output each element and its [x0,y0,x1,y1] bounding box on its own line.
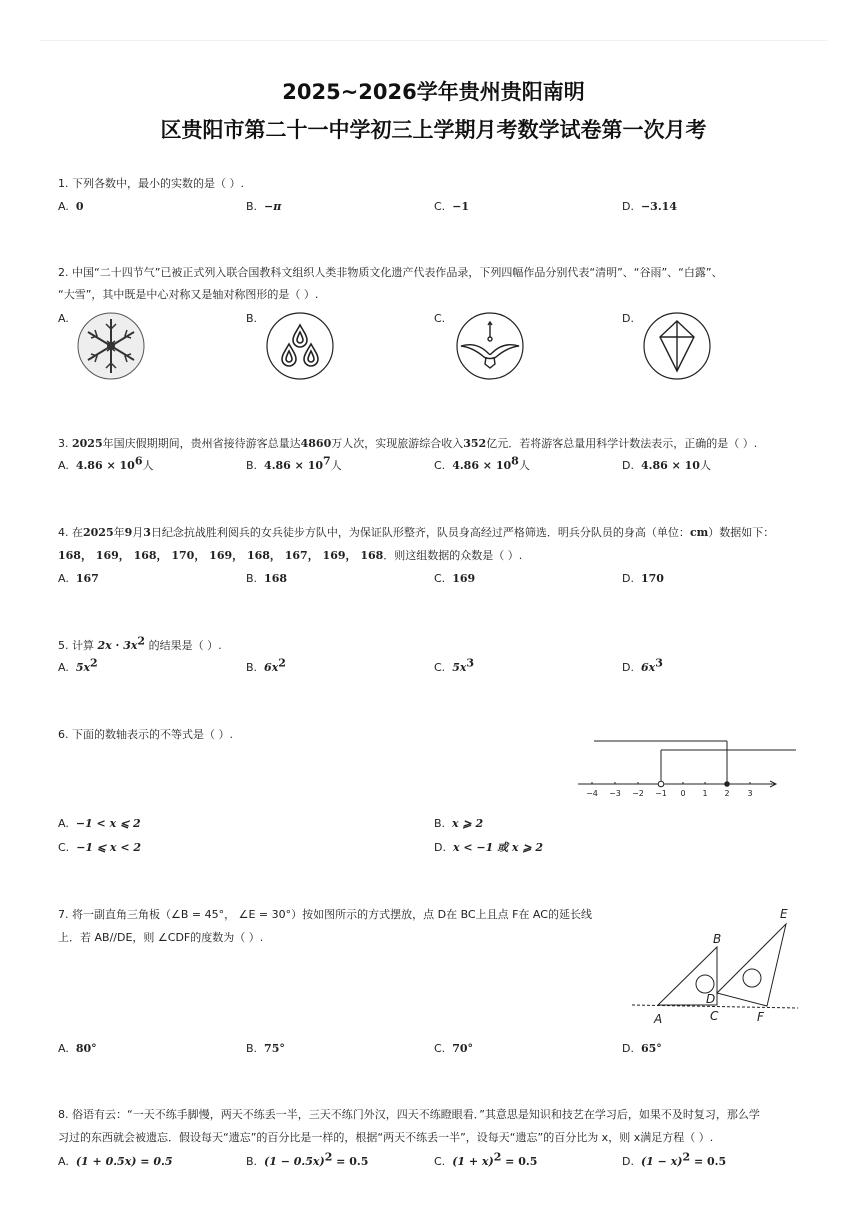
q5-stem: 5. 计算 $2x \cdot 3x^2$ 的结果是（ ）. [58,634,222,652]
q1-stem: 1. 下列各数中，最小的实数的是（ ）. [58,177,244,190]
snowflake-icon[interactable] [76,311,146,381]
q4-stem-line1: 4. 在2025年9月3日纪念抗战胜利阅兵的女兵徒步方队中，为保证队形整齐，队员身高经过严格筛选．明兵分队员的身高（单位：cm）数据如下： [58,526,775,539]
q2-stem-line1: 2. 中国“二十四节气”已被正式列入联合国教科文组织人类非物质文化遗产代表作品录，下列四幅作品分别代表“清明”、“谷雨”、“白露”、 [58,266,723,279]
q8-option-b[interactable]: B. $(1 - 0.5x)^2 = 0.5$ [246,1150,369,1168]
q7-option-b[interactable]: B. 75° [246,1042,285,1055]
q6-option-a[interactable]: A. −1 < x ⩽ 2 [58,817,141,830]
q3-option-c[interactable]: C. $4.86 \times 10^8$人 [434,454,530,472]
crane-icon[interactable] [455,311,525,381]
exam-title-line1: 2025~2026学年贵州贵阳南明 [282,80,585,104]
q4-option-a[interactable]: A. 167 [58,572,99,585]
q8-option-d[interactable]: D. $(1 - x)^2 = 0.5$ [622,1150,727,1168]
q5-option-d[interactable]: D. $6x^3$ [622,656,663,674]
q2-option-a-letter[interactable]: A. [58,312,69,325]
hole-circle-2 [743,969,761,987]
q2-option-c-letter[interactable]: C. [434,312,446,325]
q7-stem-line1: 7. 将一副直角三角板（∠B = 45°， ∠E = 30°）按如图所示的方式摆放，点 D在 BC上且点 F在 AC的延长线 [58,908,592,921]
q8-stem-line1: 8. 俗语有云：“一天不练手脚慢，两天不练丢一半，三天不练门外汉，四天不练瞪眼看．”其意思是知识和技艺在学习后，如果不及时复习，那么学 [58,1108,760,1121]
q6-option-d[interactable]: D. x < −1 或 x ⩾ 2 [434,841,544,854]
label-e: E [780,907,788,921]
q2-option-b-letter[interactable]: B. [246,312,258,325]
q4-stem-line2: 168， 169， 168， 170， 169， 168， 167， 169， 168．则这组数据的众数是（ ）. [58,549,523,562]
tick-label: −1 [655,789,667,798]
q4-option-d[interactable]: D. 170 [622,572,664,585]
page-top-divider [40,40,827,41]
tick-label: 1 [702,789,708,798]
closed-point-2 [724,781,730,787]
q6-stem: 6. 下面的数轴表示的不等式是（ ）. [58,728,233,741]
number-line-diagram [570,734,800,804]
q3-stem: 3. 2025年国庆假期期间，贵州省接待游客总量达4860万人次，实现旅游综合收入352亿元．若将游客总量用科学计数法表示，正确的是（ ）. [58,437,758,450]
label-d: D [706,992,716,1006]
q8-stem-line2: 习过的东西就会被遗忘．假设每天“遗忘”的百分比是一样的，根据“两天不练丢一半”，设每天“遗忘”的百分比为 x，则 x满足方程（ ）. [58,1131,714,1144]
q1-option-a[interactable]: A. 0 [58,200,84,213]
q8-option-c[interactable]: C. $(1 + x)^2 = 0.5$ [434,1150,538,1168]
water-drops-icon[interactable] [265,311,335,381]
q5-option-a[interactable]: A. $5x^2$ [58,656,98,674]
tick-label: −4 [586,789,598,798]
open-point-neg1 [658,781,664,787]
tick-label: 2 [724,789,730,798]
q3-option-d[interactable]: D. 4.86 × 10人 [622,459,711,472]
q2-option-d-letter[interactable]: D. [622,312,634,325]
hole-circle-1 [696,975,714,993]
q3-option-a[interactable]: A. $4.86 \times 10^6$人 [58,454,154,472]
q1-option-b[interactable]: B. −π [246,200,282,213]
q1-option-d[interactable]: D. −3.14 [622,200,677,213]
q7-option-c[interactable]: C. 70° [434,1042,473,1055]
triangles-diagram [628,902,803,1030]
q5-option-c[interactable]: C. $5x^3$ [434,656,475,674]
q6-option-c[interactable]: C. −1 ⩽ x < 2 [58,841,142,854]
tick-label: −2 [632,789,644,798]
q7-option-d[interactable]: D. 65° [622,1042,662,1055]
label-c: C [710,1009,719,1023]
q7-option-a[interactable]: A. 80° [58,1042,97,1055]
q1-option-c[interactable]: C. −1 [434,200,470,213]
q3-option-b[interactable]: B. $4.86 \times 10^7$人 [246,454,342,472]
exam-title-line2: 区贵阳市第二十一中学初三上学期月考数学试卷第一次月考 [160,118,707,142]
q8-option-a[interactable]: A. (1 + 0.5x) = 0.5 [58,1155,173,1168]
q7-stem-line2: 上．若 AB//DE，则 ∠CDF的度数为（ ）. [58,931,264,944]
triangle-def [717,924,786,1006]
kite-icon[interactable] [642,311,712,381]
tick-label: 0 [680,789,686,798]
label-f: F [757,1010,764,1024]
q2-stem-line2: “大雪”，其中既是中心对称又是轴对称图形的是（ ）. [58,288,319,301]
q4-option-b[interactable]: B. 168 [246,572,288,585]
q4-option-c[interactable]: C. 169 [434,572,476,585]
q5-option-b[interactable]: B. $6x^2$ [246,656,286,674]
tick-label: −3 [609,789,621,798]
q6-option-b[interactable]: B. x ⩾ 2 [434,817,484,830]
label-a: A [654,1012,663,1026]
label-b: B [713,932,722,946]
tick-label: 3 [747,789,753,798]
